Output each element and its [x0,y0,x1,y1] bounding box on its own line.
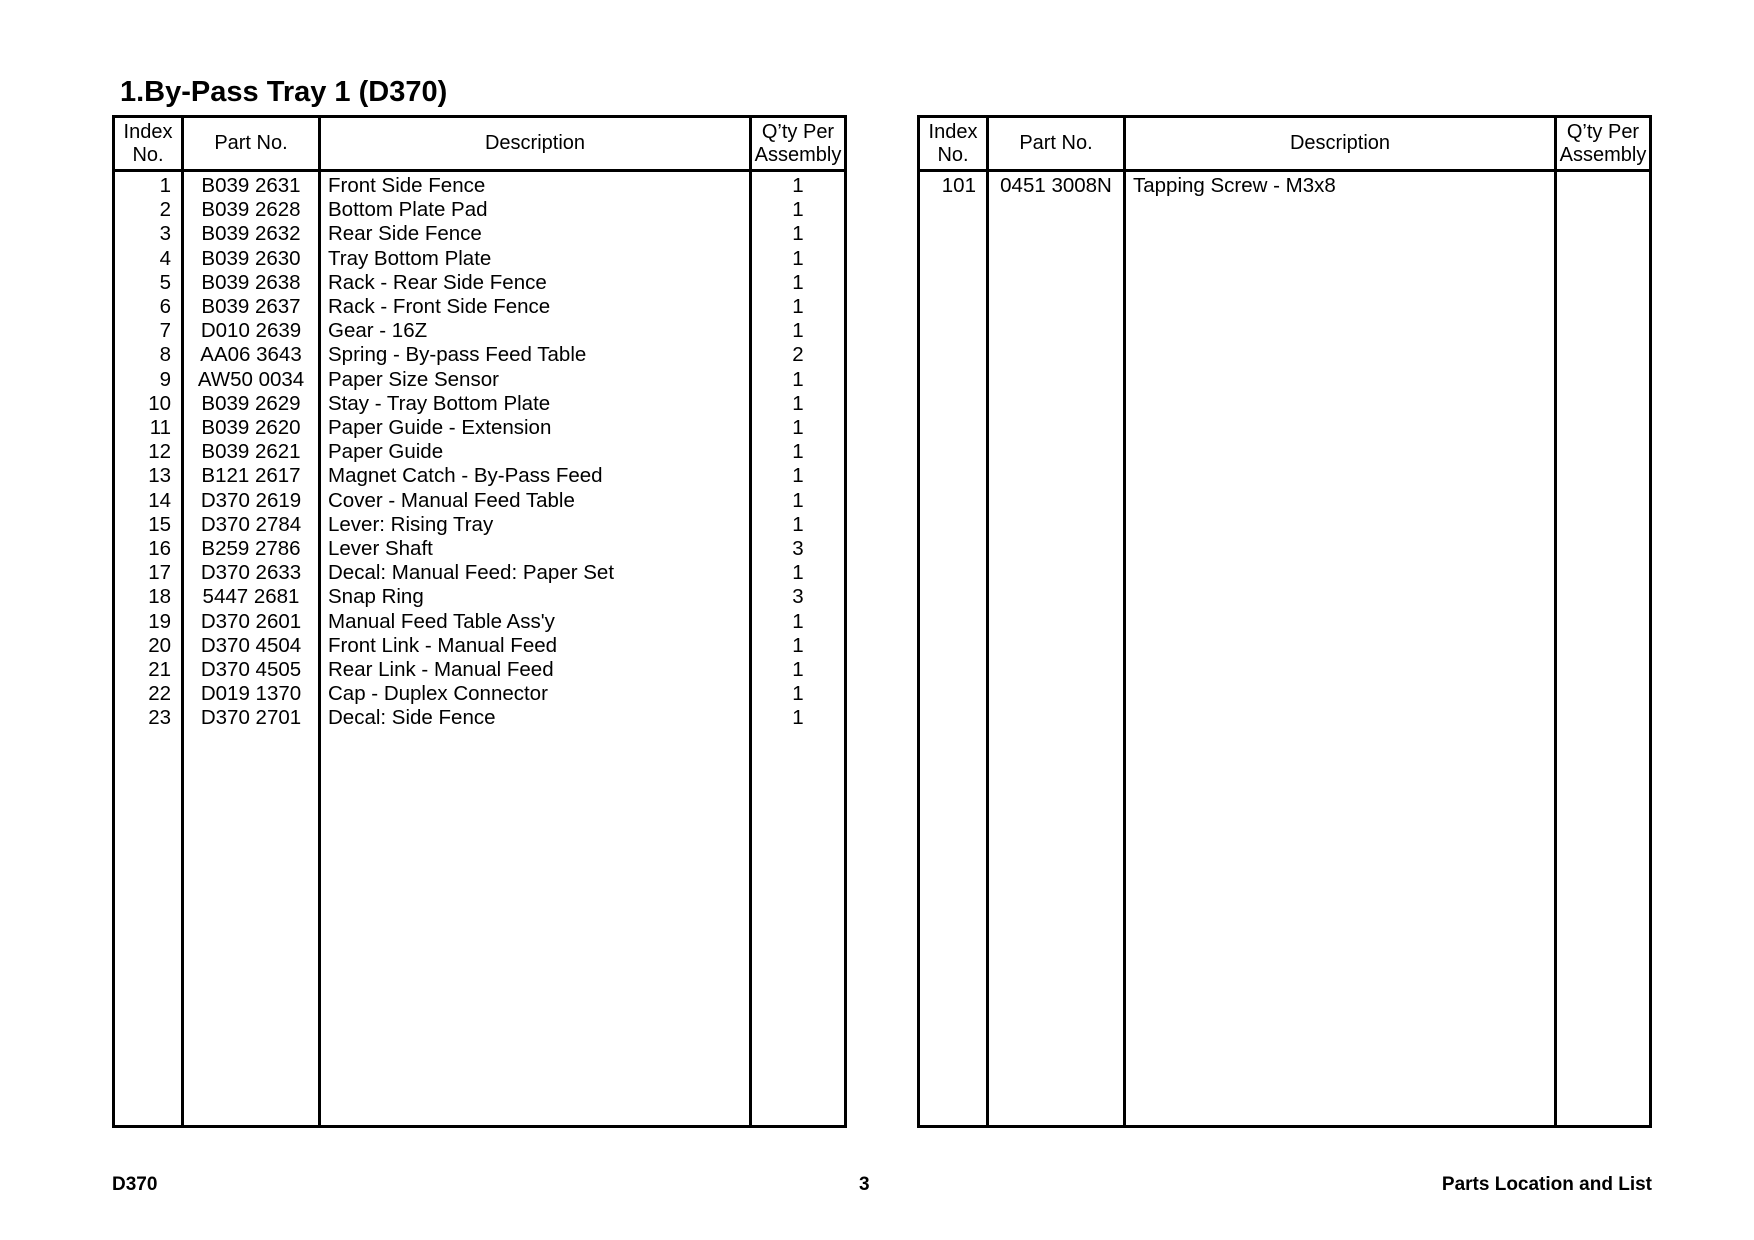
row-index: 15 [148,512,171,536]
column-divider [1554,118,1557,1125]
row-index: 23 [148,706,171,730]
table-row [115,487,844,514]
row-qty: 1 [792,682,804,706]
row-description: Front Side Fence [328,174,486,197]
table-row [115,196,844,223]
row-description: Cap - Duplex Connector [328,682,548,706]
row-qty [1557,172,1649,199]
row-index: 4 [159,246,171,270]
row-part-no: 0451 3008N [1000,174,1112,197]
footer-model: D370 [112,1174,158,1195]
row-index: 14 [148,488,171,512]
table-row [115,293,844,320]
row-description: Rear Link - Manual Feed [328,658,554,681]
row-part-no: D370 4504 [200,633,302,657]
table-row [115,608,844,635]
row-description: Decal: Manual Feed: Paper Set [328,561,615,585]
row-part-no: D010 2639 [200,319,302,343]
row-description: Rack - Front Side Fence [328,295,551,318]
row-index: 17 [148,561,171,585]
row-qty: 1 [792,488,804,512]
row-part-no: AW50 0034 [197,367,305,391]
row-index: 13 [148,464,171,488]
row-index: 21 [148,658,171,681]
row-index: 18 [148,585,171,609]
row-part-no: B039 2637 [201,295,301,318]
table-row [115,535,844,562]
row-qty: 1 [792,319,804,343]
table-header [115,118,844,172]
row-qty: 1 [792,416,804,439]
row-index: 3 [159,222,171,246]
header-part-no: Part No. [214,132,288,154]
row-index: 1 [159,174,171,197]
row-part-no: B121 2617 [201,464,301,488]
table-row [115,511,844,538]
header-index: Index No. [928,120,978,166]
column-divider [986,118,989,1125]
row-part-no: D370 2633 [200,561,302,585]
row-index: 7 [159,319,171,343]
row-qty: 1 [792,609,804,633]
table-header [920,118,1649,172]
row-part-no: B039 2629 [201,391,301,415]
row-description: Manual Feed Table Ass'y [328,609,555,633]
header-description: Description [484,132,586,154]
row-qty: 1 [792,464,804,488]
column-divider [1123,118,1126,1125]
row-description: Spring - By-pass Feed Table [328,343,587,367]
row-index: 22 [148,682,171,706]
row-index: 5 [159,270,171,294]
row-part-no: B039 2631 [201,174,301,197]
row-part-no: AA06 3643 [200,343,302,367]
row-part-no: B039 2630 [201,246,301,270]
row-part-no: D370 2619 [200,488,302,512]
table-row [115,390,844,417]
table-row [115,656,844,683]
row-description: Cover - Manual Feed Table [328,488,575,512]
row-qty: 3 [792,537,804,560]
row-qty: 1 [792,706,804,730]
row-qty: 1 [792,391,804,415]
row-index: 8 [159,343,171,367]
row-description: Tapping Screw - M3x8 [1133,174,1336,197]
row-part-no: B039 2621 [201,440,301,464]
table-row [115,245,844,272]
row-qty: 1 [792,633,804,657]
row-description: Rack - Rear Side Fence [328,270,547,294]
row-part-no: B039 2620 [201,416,301,439]
row-description: Rear Side Fence [328,222,482,246]
row-qty: 1 [792,367,804,391]
footer-section: Parts Location and List [1441,1174,1652,1195]
row-qty: 1 [792,270,804,294]
row-qty: 1 [792,222,804,246]
header-description: Description [1289,132,1391,154]
row-index: 9 [159,367,171,391]
row-part-no: B259 2786 [201,537,301,560]
row-index: 10 [148,391,171,415]
table-row [920,172,1649,199]
table-row [115,680,844,707]
row-index: 12 [148,440,171,464]
row-index: 6 [159,295,171,318]
row-description: Decal: Side Fence [328,706,496,730]
table-row [115,632,844,659]
row-part-no: D370 2601 [200,609,302,633]
row-part-no: 5447 2681 [202,585,300,609]
row-qty: 1 [792,295,804,318]
header-index: Index No. [123,120,173,166]
table-row [115,366,844,393]
parts-table-left [112,115,847,1128]
row-description: Paper Size Sensor [328,367,499,391]
table-row [115,414,844,441]
row-qty: 2 [792,343,804,367]
row-description: Magnet Catch - By-Pass Feed [328,464,603,488]
row-description: Lever: Rising Tray [328,512,494,536]
row-part-no: B039 2628 [201,198,301,222]
row-qty: 1 [792,658,804,681]
row-qty: 1 [792,246,804,270]
row-index: 11 [149,416,171,439]
row-description: Snap Ring [328,585,424,609]
row-qty: 1 [792,512,804,536]
row-qty: 3 [792,585,804,609]
row-description: Gear - 16Z [328,319,428,343]
header-qty: Q’ty Per Assembly [1559,120,1647,166]
row-index: 16 [148,537,171,560]
table-row [115,269,844,296]
row-description: Lever Shaft [328,537,433,560]
table-row [115,583,844,610]
table-row [115,462,844,489]
row-index: 19 [148,609,171,633]
header-qty: Q’ty Per Assembly [754,120,842,166]
row-description: Front Link - Manual Feed [328,633,558,657]
table-row [115,220,844,247]
row-qty: 1 [792,440,804,464]
row-description: Paper Guide - Extension [328,416,552,439]
row-description: Stay - Tray Bottom Plate [328,391,551,415]
row-description: Bottom Plate Pad [328,198,488,222]
parts-table-right [917,115,1652,1128]
row-part-no: B039 2632 [201,222,301,246]
row-part-no: D370 2701 [200,706,302,730]
footer-page-number: 3 [859,1174,870,1195]
table-row [115,341,844,368]
header-part-no: Part No. [1019,132,1093,154]
row-qty: 1 [792,198,804,222]
row-index: 2 [159,198,171,222]
table-row [115,438,844,465]
row-description: Tray Bottom Plate [328,246,492,270]
row-index: 101 [941,174,976,197]
row-part-no: D370 2784 [200,512,302,536]
page-title: 1.By-Pass Tray 1 (D370) [120,76,448,108]
table-row [115,559,844,586]
row-index: 20 [148,633,171,657]
row-part-no: D370 4505 [200,658,302,681]
table-row [115,317,844,344]
table-row [115,172,844,199]
row-description: Paper Guide [328,440,444,464]
row-part-no: B039 2638 [201,270,301,294]
row-part-no: D019 1370 [200,682,302,706]
row-qty: 1 [792,174,804,197]
row-qty: 1 [792,561,804,585]
table-row [115,704,844,731]
